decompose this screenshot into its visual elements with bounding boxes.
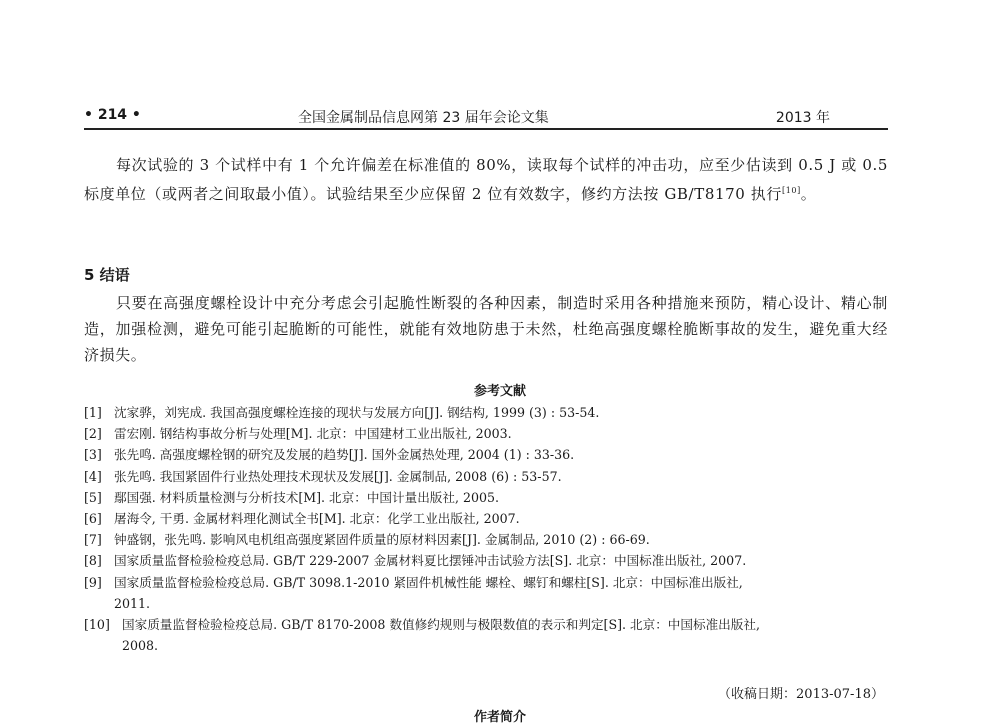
publication-year: 2013 年 [775, 110, 830, 126]
reference-item [84, 614, 890, 656]
ref-text-continued: 2008. [122, 638, 159, 654]
ref-text: 雷宏刚. 钢结构事故分析与处理[M]. 北京：中国建材工业出版社, 2003. [114, 426, 512, 442]
ref-number: [6] [84, 511, 102, 527]
ref-number: [7] [84, 532, 102, 548]
references-heading: 参考文献 [473, 384, 526, 399]
ref-text: 沈家骅，刘宪成. 我国高强度螺栓连接的现状与发展方向[J]. 钢结构, 1999 (3) : 53-54. [114, 405, 600, 420]
author-profile-heading: 作者简介 [473, 710, 526, 725]
running-header [84, 104, 888, 130]
paragraph-end: 。 [800, 185, 817, 203]
reference-item [84, 550, 890, 571]
ref-text: 屠海令, 干勇. 金属材料理化测试全书[M]. 北京：化学工业出版社, 2007. [114, 511, 520, 527]
ref-text: 国家质量监督检验检疫总局. GB/T 3098.1-2010 紧固件机械性能 螺栓、螺钉和螺柱[S]. 北京：中国标准出版社, [114, 574, 743, 590]
ref-number: [10] [84, 617, 110, 633]
reference-list [84, 402, 890, 656]
ref-number: [5] [84, 489, 102, 505]
received-date: （收稿日期：2013-07-18） [718, 687, 884, 702]
ref-text: 张先鸣. 我国紧固件行业热处理技术现状及发展[J]. 金属制品, 2008 (6) : 53-57. [114, 468, 562, 484]
ref-text: 国家质量监督检验检疫总局. GB/T 229-2007 金属材料夏比摆锤冲击试验方法[S]. 北京：中国标准出版社, 2007. [114, 553, 747, 569]
ref-number: [9] [84, 574, 102, 590]
ref-text: 钟盛钢，张先鸣. 影响风电机组高强度紧固件质量的原材料因素[J]. 金属制品, 2010 (2) : 66-69. [114, 532, 650, 548]
section-heading: 5 结语 [84, 266, 130, 284]
ref-number: [8] [84, 553, 102, 569]
ref-text: 鄢国强. 材料质量检测与分析技术[M]. 北京：中国计量出版社, 2005. [114, 489, 500, 505]
paragraph-text: 每次试验的 3 个试样中有 1 个允许偏差在标准值的 80%，读取每个试样的冲击功，应至少估读到 0.5 J 或 0.5 标度单位（或两者之间取最小值）。试验结果至少应保留 2 位有效数字，修约方法按 GB/T8170 执行 [84, 156, 888, 203]
reference-item [84, 572, 890, 614]
reference-item [84, 444, 890, 465]
ref-text: 国家质量监督检验检疫总局. GB/T 8170-2008 数值修约规则与极限数值的表示和判定[S]. 北京：中国标准出版社, [122, 617, 760, 633]
reference-item [84, 529, 890, 550]
reference-item [84, 402, 890, 423]
ref-text: 张先鸣. 高强度螺栓钢的研究及发展的趋势[J]. 国外金属热处理, 2004 (1) : 33-36. [114, 447, 575, 463]
journal-title: 全国金属制品信息网第 23 届年会论文集 [298, 110, 549, 126]
reference-item [84, 423, 890, 444]
citation-ref: [10] [781, 186, 801, 195]
reference-item [84, 508, 890, 529]
ref-number: [3] [84, 447, 102, 463]
ref-text-continued: 2011. [114, 595, 151, 611]
ref-number: [2] [84, 426, 102, 442]
page-number: • 214 • [84, 107, 141, 123]
paragraph-impact-test [84, 152, 888, 207]
reference-item [84, 466, 890, 487]
paragraph-conclusion: 只要在高强度螺栓设计中充分考虑会引起脆性断裂的各种因素，制造时采用各种措施来预防，精心设计、精心制造，加强检测，避免可能引起脆断的可能性，就能有效地防患于未然，杜绝高强度螺栓脆断事故的发生，避免重大经济损失。 [84, 294, 888, 364]
ref-number: [4] [84, 468, 102, 484]
reference-item [84, 487, 890, 508]
ref-number: [1] [84, 405, 102, 420]
